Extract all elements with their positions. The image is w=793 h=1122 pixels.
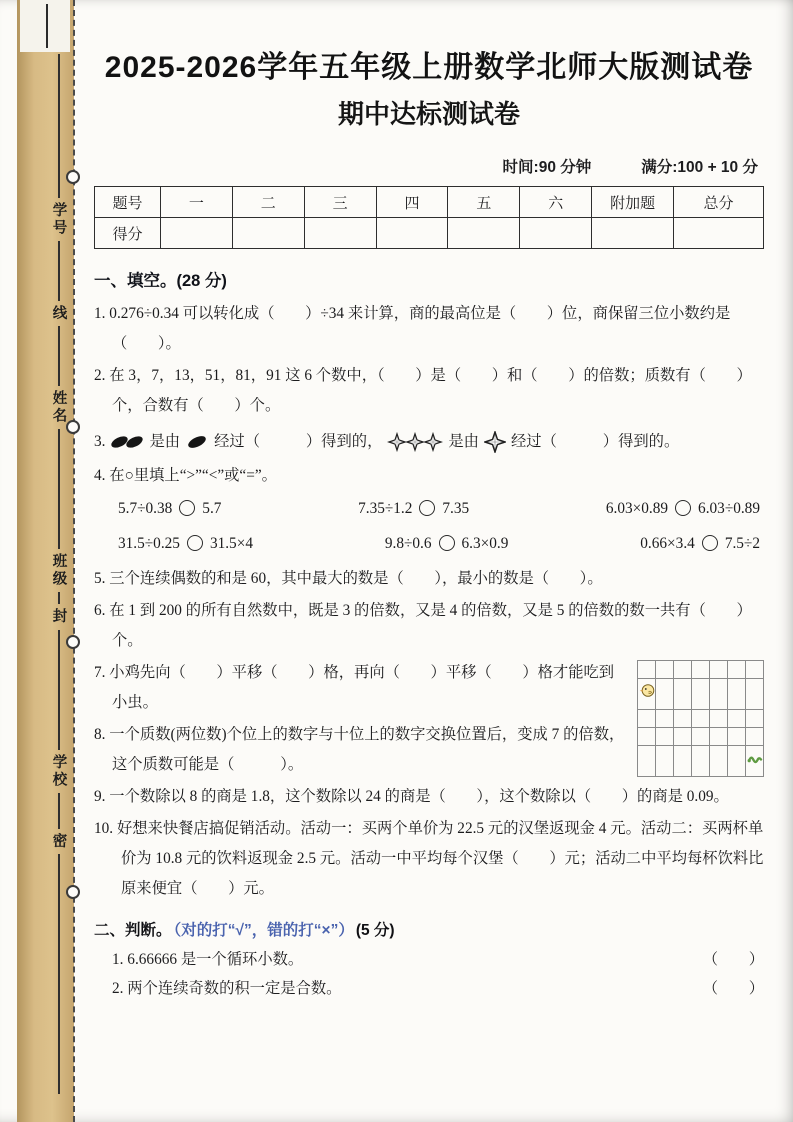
question-1: 1. 0.276÷0.34 可以转化成（ ）÷34 来计算，商的最高位是（ ）位，商保留三位小数约是（ ）。: [94, 305, 731, 352]
question-2: 2. 在 3，7，13，51，81，91 这 6 个数中，（ ）是（ ）和（ ）的倍数；质数有（ ）个，合数有（ ）个。: [94, 367, 752, 414]
chick-icon: [639, 682, 655, 698]
cmp-left: 6.03×0.89: [605, 500, 669, 517]
question-3: [94, 427, 764, 457]
score-blank-cell: [232, 218, 304, 249]
cmp-left: 7.35÷1.2: [358, 500, 413, 517]
question-8: 8. 一个质数(两位数)个位上的数字与十位上的数字交换位置后，变成 7 的倍数，这个质数可能是（ ）。: [94, 726, 625, 773]
score-blank-cell: [520, 218, 592, 249]
score-header-cell: 总分: [674, 187, 764, 218]
tf-answer-blank: （ ）: [702, 980, 764, 997]
comparison-item: [118, 529, 253, 559]
page-title: 2025-2026学年五年级上册数学北师大版测试卷: [104, 51, 754, 84]
page-subtitle: 期中达标测试卷: [337, 99, 520, 129]
student-number-label: 学号: [50, 201, 67, 237]
school-label: 学校: [50, 753, 67, 789]
question-3-text: 经过（ ）得到的。: [510, 433, 680, 450]
comparison-row-2: [94, 529, 764, 559]
seal-char-mi: 密: [50, 832, 67, 851]
fill-line: [58, 241, 60, 301]
score-header-cell: 五: [448, 187, 520, 218]
compare-circle: [702, 535, 718, 551]
question-3-text: 经过（ ）得到的，: [214, 433, 383, 450]
binding-margin: [46, 54, 72, 1094]
question-7-8-block: [94, 658, 764, 782]
cmp-right: 6.3×0.9: [461, 535, 509, 552]
paper-content: [94, 42, 764, 998]
name-label: 姓名: [50, 390, 67, 426]
cmp-left: 31.5÷0.25: [118, 535, 180, 552]
score-table-score-row: [95, 218, 764, 249]
cmp-right: 7.5÷2: [724, 535, 760, 552]
worm-icon: [747, 753, 763, 765]
question-6: 6. 在 1 到 200 的所有自然数中，既是 3 的倍数，又是 4 的倍数，又是 5 的倍数的数一共有（ ）个。: [94, 602, 752, 649]
section1-questions: [94, 299, 764, 904]
comparison-item: [118, 494, 221, 524]
question-9: 9. 一个数除以 8 的商是 1.8，这个数除以 24 的商是（ ），这个数除以（ ）的商是 0.09。: [94, 788, 729, 805]
comparison-item: [385, 529, 509, 559]
registration-circle: [66, 420, 80, 434]
cmp-right: 7.35: [442, 500, 470, 517]
cmp-right: 31.5×4: [209, 535, 253, 552]
seal-char-feng: 封: [50, 608, 67, 626]
score-blank-cell: [304, 218, 376, 249]
compare-circle: [187, 535, 203, 551]
score-header-cell: 四: [376, 187, 448, 218]
section2-title: [94, 918, 764, 940]
corner-line: [46, 4, 48, 48]
tf-text: 1. 6.66666 是一个循环小数。: [112, 951, 304, 968]
section2-title-main: 二、判断。: [94, 922, 172, 939]
class-label: 班级: [50, 553, 67, 589]
question-7: 7. 小鸡先向（ ）平移（ ）格，再向（ ）平移（ ）格才能吃到小虫。: [94, 664, 615, 711]
cmp-right: 5.7: [202, 500, 222, 517]
score-blank-cell: [448, 218, 520, 249]
fill-line: [58, 429, 60, 549]
cmp-left: 0.66×3.4: [640, 535, 695, 552]
registration-circle: [66, 635, 80, 649]
score-header-cell: 二: [232, 187, 304, 218]
score-header-cell: 附加题: [592, 187, 674, 218]
registration-circle: [66, 885, 80, 899]
comparison-row-1: [94, 494, 764, 524]
fill-line: [58, 854, 60, 1094]
stars-row-icon: [387, 431, 443, 453]
cmp-right: 6.03÷0.89: [698, 500, 760, 517]
translation-grid: [637, 660, 764, 777]
fill-line: [58, 326, 60, 386]
question-4-intro: 4. 在○里填上“>”“<”或“=”。: [94, 467, 277, 484]
section2-title-score: (5 分): [355, 922, 395, 939]
question-3-text: 是由: [149, 433, 181, 450]
comparison-item: [606, 494, 760, 524]
section2-title-note: （对的打“√”，错的打“×”）: [173, 922, 354, 939]
question-3-number: 3.: [94, 433, 106, 450]
compare-circle: [675, 500, 691, 516]
score-blank-cell: [376, 218, 448, 249]
tf-text: 2. 两个连续奇数的积一定是合数。: [112, 980, 342, 997]
score-header-cell: 三: [304, 187, 376, 218]
cmp-left: 9.8÷0.6: [384, 535, 432, 552]
compare-circle: [179, 500, 195, 516]
score-header-cell: 题号: [95, 187, 161, 218]
seal-char-xian: 线: [50, 304, 67, 323]
question-10: 10. 好想来快餐店搞促销活动。活动一：买两个单价为 22.5 元的汉堡返现金 4 元。活动二：买两杯单价为 10.8 元的饮料返现金 2.5 元。活动一中平均每个汉堡（ ）元；活动二中平均每杯饮料比原来便宜（ ）元。: [94, 820, 764, 897]
score-header-cell: 六: [520, 187, 592, 218]
compare-circle: [439, 535, 455, 551]
question-5: 5. 三个连续偶数的和是 60，其中最大的数是（ ），最小的数是（ ）。: [94, 570, 603, 587]
cmp-left: 5.7÷0.38: [118, 500, 173, 517]
corner-box: [20, 0, 70, 52]
score-blank-cell: [674, 218, 764, 249]
section1-title: 一、填空。(28 分): [94, 272, 227, 290]
score-row-label: 得分: [95, 218, 161, 249]
star-icon: [484, 431, 506, 453]
tf-answer-blank: （ ）: [702, 951, 764, 968]
fill-line: [58, 630, 60, 750]
seal-dashed-line: [73, 0, 75, 1122]
score-blank-cell: [160, 218, 232, 249]
fill-line: [58, 592, 60, 604]
fill-line: [58, 54, 60, 198]
time-info: 时间:90 分钟: [502, 159, 592, 176]
comparison-item: [358, 494, 469, 524]
true-false-item: [94, 947, 764, 969]
leaf-icon: [185, 433, 209, 451]
score-table: [94, 186, 764, 249]
registration-circle: [66, 170, 80, 184]
compare-circle: [419, 500, 435, 516]
score-blank-cell: [592, 218, 674, 249]
full-score-info: 满分:100 + 10 分: [641, 159, 758, 176]
rotated-leaves-icon: [110, 431, 144, 453]
true-false-item: [94, 976, 764, 998]
score-table-header-row: [95, 187, 764, 218]
comparison-item: [640, 529, 760, 559]
exam-info: [94, 155, 764, 177]
score-header-cell: 一: [160, 187, 232, 218]
question-3-text: 是由: [448, 433, 479, 450]
fill-line: [58, 793, 60, 829]
